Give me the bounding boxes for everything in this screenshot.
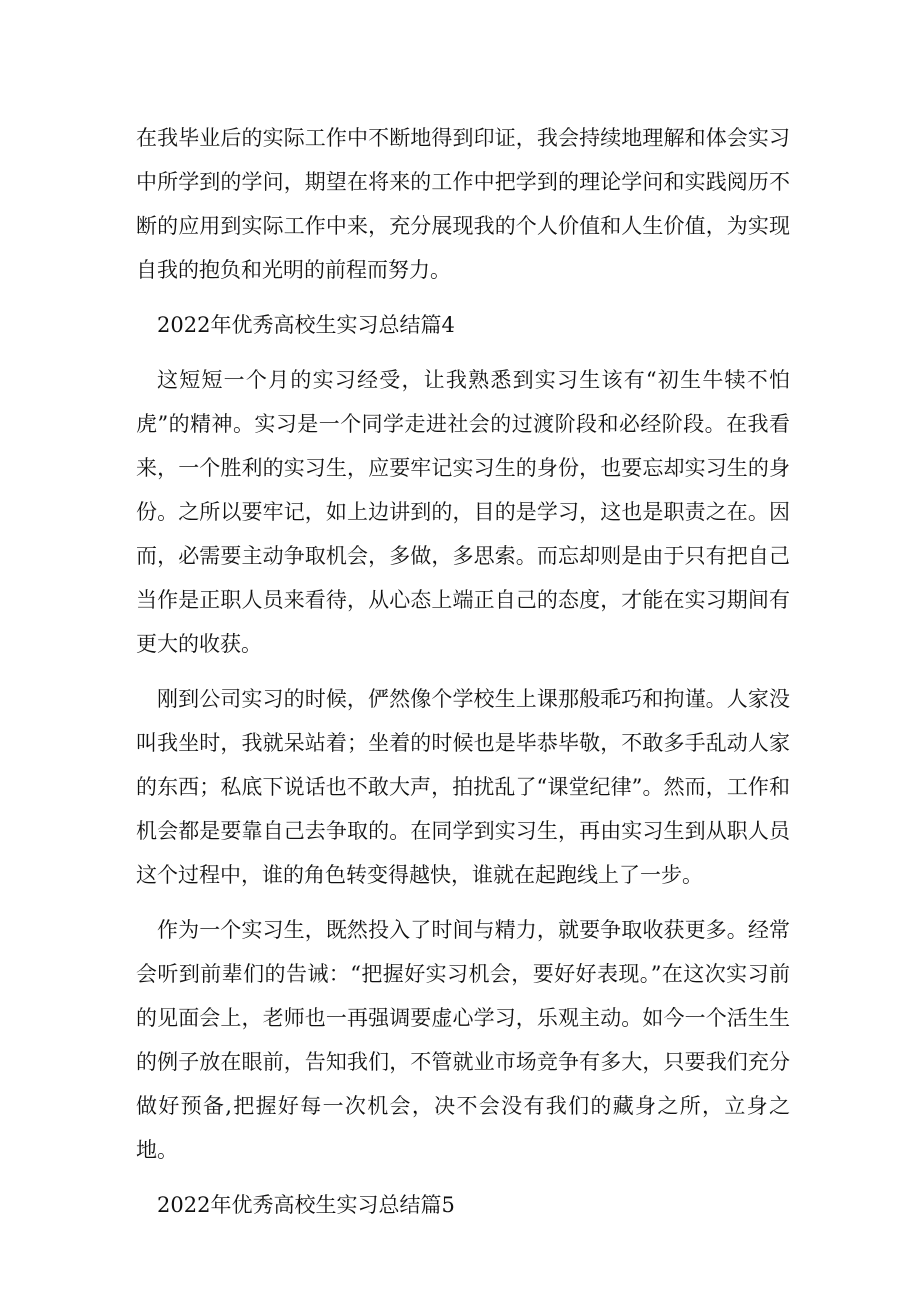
body-paragraph: 这短短一个月的实习经受，让我熟悉到实习生该有“初生牛犊不怕虎”的精神。实习是一个同学走进社会的过渡阶段和必经阶段。在我看来，一个胜利的实习生，应要牢记实习生的身份，也要忘却实习生的身份。之所以要牢记，如上边讲到的，目的是学习，这也是职责之在。因而，必需要主动争取机会，多做，多思索。而忘却则是由于只有把自己当作是正职人员来看待，从心态上端正自己的态度，才能在实习期间有更大的收获。 xyxy=(136,368,790,656)
section-heading-5: 2022年优秀高校生实习总结篇5 xyxy=(157,1193,455,1217)
document-body xyxy=(136,116,790,1238)
continuation-paragraph: 在我毕业后的实际工作中不断地得到印证，我会持续地理解和体会实习中所学到的学问，期望在将来的工作中把学到的理论学问和实践阅历不断的应用到实际工作中来，充分展现我的个人价值和人生价值，为实现自我的抱负和光明的前程而努力。 xyxy=(136,126,790,282)
body-paragraph: 作为一个实习生，既然投入了时间与精力，就要争取收获更多。经常会听到前辈们的告诫：“把握好实习机会，要好好表现。”在这次实习前的见面会上，老师也一再强调要虚心学习，乐观主动。如今一个活生生的例子放在眼前，告知我们，不管就业市场竞争有多大，只要我们充分做好预备,把握好每一次机会，决不会没有我们的藏身之所，立身之地。 xyxy=(136,918,790,1162)
body-paragraph: 刚到公司实习的时候，俨然像个学校生上课那般乖巧和拘谨。人家没叫我坐时，我就呆站着；坐着的时候也是毕恭毕敬，不敢多手乱动人家的东西；私底下说话也不敢大声，拍扰乱了“课堂纪律”。然而，工作和机会都是要靠自己去争取的。在同学到实习生，再由实习生到从职人员这个过程中，谁的角色转变得越快，谁就在起跑线上了一步。 xyxy=(136,687,790,887)
section-heading-4: 2022年优秀高校生实习总结篇4 xyxy=(157,313,455,337)
